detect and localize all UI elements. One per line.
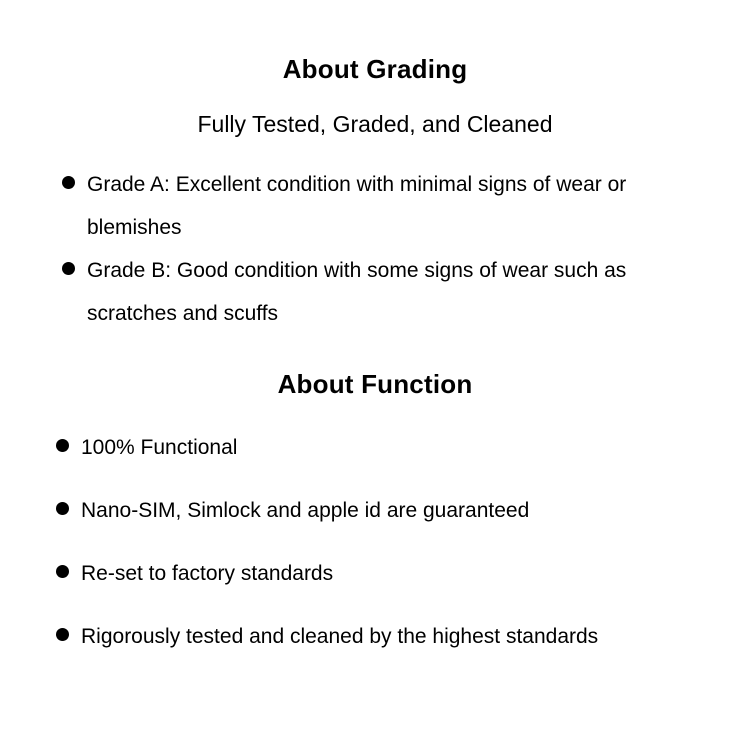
list-item-label: Re-set to factory standards	[81, 562, 334, 585]
list-item-label: Grade A: Excellent condition with minimal signs of wear or blemishes	[87, 173, 627, 239]
list-item-label: Rigorously tested and cleaned by the highest standards	[81, 625, 599, 648]
list-item-label: Nano-SIM, Simlock and apple id are guaranteed	[81, 499, 530, 522]
function-bullet-list	[0, 426, 750, 658]
bullet-dot-icon	[56, 628, 69, 641]
grading-subtitle: Fully Tested, Graded, and Cleaned	[197, 111, 553, 137]
list-item	[51, 249, 690, 335]
grading-bullet-list	[0, 163, 750, 335]
bullet-dot-icon	[62, 176, 75, 189]
list-item-label: 100% Functional	[81, 436, 238, 459]
bullet-dot-icon	[56, 439, 69, 452]
list-item	[51, 163, 690, 249]
bullet-dot-icon	[56, 565, 69, 578]
list-item	[45, 489, 690, 532]
list-item	[45, 426, 690, 469]
bullet-dot-icon	[56, 502, 69, 515]
list-item-label: Grade B: Good condition with some signs of wear such as scratches and scuffs	[87, 259, 627, 325]
function-section-title: About Function	[277, 369, 473, 399]
bullet-dot-icon	[62, 262, 75, 275]
grading-section-title: About Grading	[282, 54, 468, 84]
list-item	[45, 552, 690, 595]
list-item	[45, 615, 690, 658]
